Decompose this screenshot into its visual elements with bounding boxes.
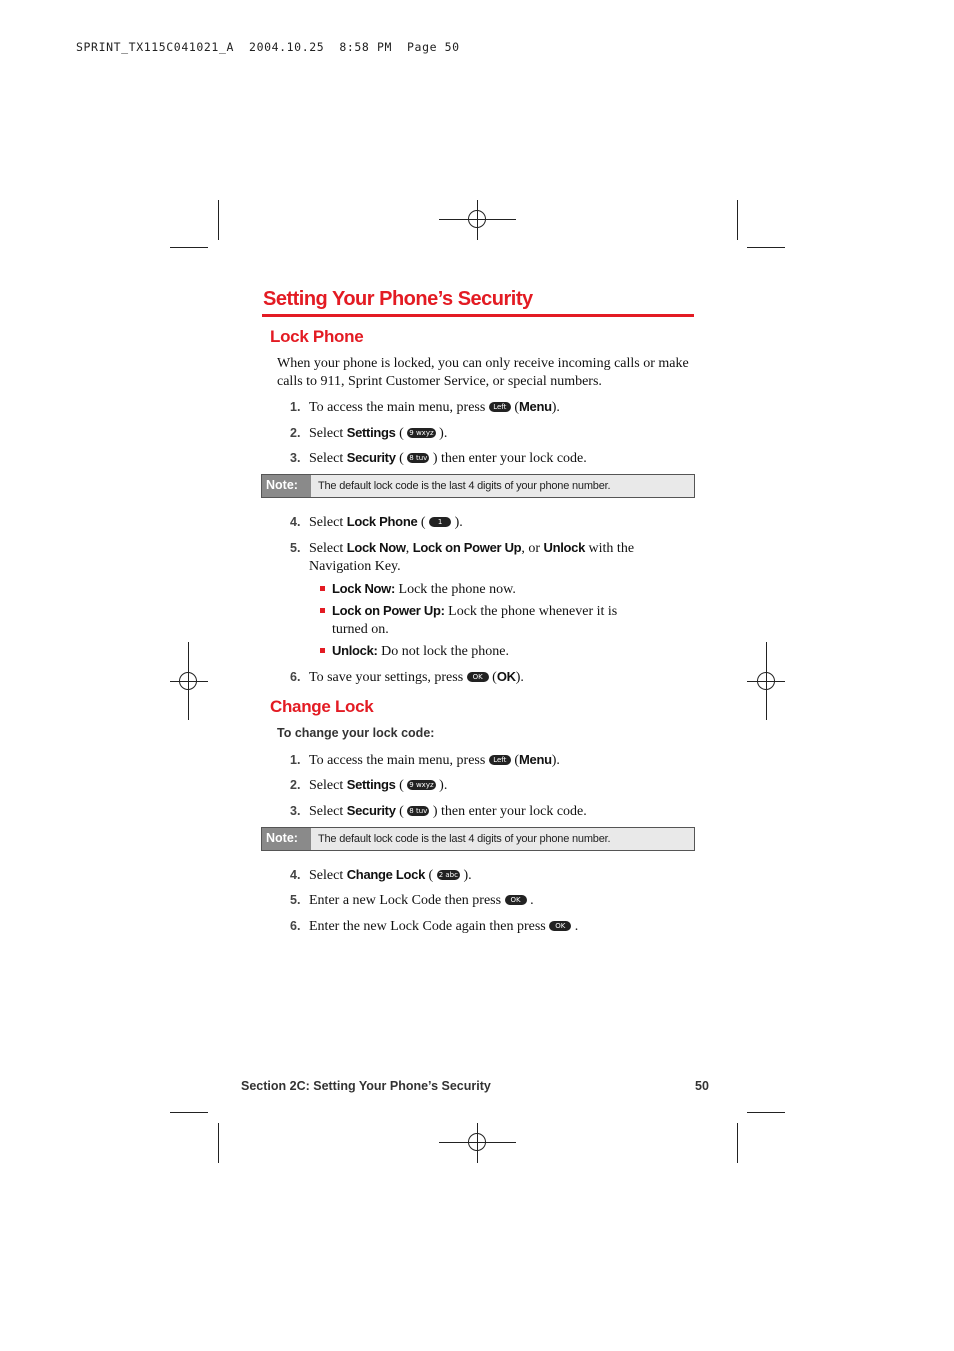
bullet-item: Unlock: Do not lock the phone. (320, 642, 640, 661)
key-9-icon: 9 wxyz (409, 428, 434, 437)
step-number: 4. (290, 515, 301, 529)
note-text: The default lock code is the last 4 digits of your phone number. (318, 833, 611, 845)
key-1-icon: 1 (429, 517, 451, 527)
step-number: 6. (290, 919, 301, 933)
change-lock-label: Change Lock (346, 867, 426, 882)
step-number: 6. (290, 670, 301, 684)
step-number: 3. (290, 804, 301, 818)
step-number: 2. (290, 778, 301, 792)
change-lock-step-2: 2. Select Settings ( 9 wxyz ). (290, 777, 448, 793)
change-lock-subheading: To change your lock code: (277, 726, 435, 740)
step-number: 2. (290, 426, 301, 440)
lock-phone-step-6: 6. To save your settings, press OK (OK). (290, 669, 524, 685)
step-number: 1. (290, 400, 301, 414)
bullet-item: Lock Now: Lock the phone now. (320, 580, 640, 599)
lock-phone-step-1: 1. To access the main menu, press Left (Menu). (290, 399, 560, 415)
change-lock-step-6: 6. Enter the new Lock Code again then press OK . (290, 919, 579, 934)
bullet-square-icon (320, 648, 325, 653)
lock-phone-step-3: 3. Select Security ( 8 tuv ) then enter your lock code. (290, 450, 587, 466)
lock-now-label: Lock Now (346, 540, 406, 555)
note-text: The default lock code is the last 4 digits of your phone number. (318, 480, 611, 492)
ok-key-icon: OK (549, 921, 571, 931)
ok-label: OK (496, 669, 516, 684)
left-softkey-icon: Left (489, 755, 511, 765)
lock-phone-heading: Lock Phone (270, 327, 364, 346)
note-box (261, 474, 695, 498)
key-2-icon: 2 abc (438, 870, 458, 879)
menu-label: Menu (518, 399, 552, 414)
unlock-label: Unlock (543, 540, 586, 555)
key-8-icon: 8 tuv (409, 806, 428, 815)
change-lock-step-5: 5. Enter a new Lock Code then press OK . (290, 893, 534, 908)
change-lock-step-4: 4. Select Change Lock ( 2 abc ). (290, 867, 472, 883)
note-box (261, 827, 695, 851)
key-9-icon: 9 wxyz (409, 780, 434, 789)
bullet-square-icon (320, 586, 325, 591)
settings-label: Settings (346, 425, 396, 440)
bullet-item: Lock on Power Up: Lock the phone whenever it is turned on. (320, 602, 640, 639)
footer-section: Section 2C: Setting Your Phone’s Security (241, 1079, 491, 1093)
print-slug: SPRINT_TX115C041021_A 2004.10.25 8:58 PM Page 50 (76, 40, 460, 54)
bullet-square-icon (320, 608, 325, 613)
page-title: Setting Your Phone’s Security (263, 288, 533, 310)
change-lock-heading: Change Lock (270, 697, 374, 716)
page-number: 50 (695, 1079, 709, 1093)
step-number: 4. (290, 868, 301, 882)
lock-phone-label: Lock Phone (346, 514, 418, 529)
lock-phone-intro: When your phone is locked, you can only receive incoming calls or make calls to 911, Sprint Customer Service, or special numbers. (277, 356, 689, 389)
change-lock-step-1: 1. To access the main menu, press Left (Menu). (290, 752, 560, 768)
lock-on-power-up-label: Lock on Power Up (412, 540, 522, 555)
lock-phone-step-5: 5. Select Lock Now, Lock on Power Up, or Unlock with the Navigation Key. (290, 540, 635, 574)
step-number: 3. (290, 451, 301, 465)
ok-key-icon: OK (467, 672, 489, 682)
left-softkey-icon: Left (489, 402, 511, 412)
step-number: 1. (290, 753, 301, 767)
settings-label: Settings (346, 777, 396, 792)
step-text: To access the main menu, press (309, 400, 486, 415)
step-number: 5. (290, 541, 301, 555)
step-number: 5. (290, 893, 301, 907)
note-label: Note: (262, 828, 311, 850)
note-label: Note: (262, 475, 311, 497)
security-label: Security (346, 803, 396, 818)
title-rule (262, 314, 694, 317)
security-label: Security (346, 450, 396, 465)
ok-key-icon: OK (505, 895, 527, 905)
menu-label: Menu (518, 752, 552, 767)
lock-phone-step-4: 4. Select Lock Phone ( 1 ). (290, 514, 463, 530)
change-lock-step-3: 3. Select Security ( 8 tuv ) then enter your lock code. (290, 803, 587, 819)
lock-phone-step-2: 2. Select Settings ( 9 wxyz ). (290, 425, 448, 441)
key-8-icon: 8 tuv (409, 453, 428, 462)
